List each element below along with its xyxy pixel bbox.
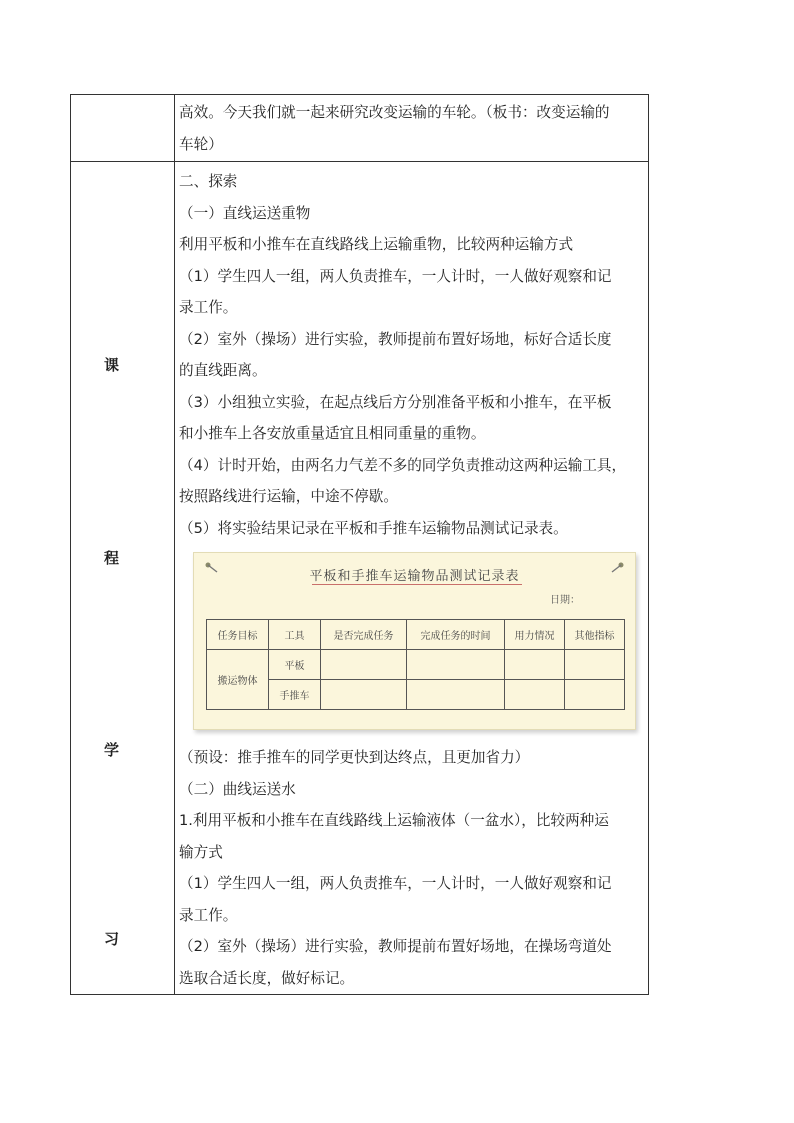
text-line: （预设：推手推车的同学更快到达终点，且更加省力）: [179, 749, 530, 766]
text-line: （2）室外（操场）进行实验，教师提前布置好场地，在操场弯道处: [179, 938, 612, 955]
text-line: （5）将实验结果记录在平板和手推车运输物品测试记录表。: [179, 519, 568, 537]
text-line: 按照路线进行运输，中途不停歇。: [179, 488, 398, 505]
text-line: 利用平板和小推车在直线路线上运输重物，比较两种运输方式: [179, 236, 574, 253]
text-line: 1.利用平板和小推车在直线路线上运输液体（一盆水），比较两种运: [179, 812, 609, 829]
section-label-char: 学: [104, 741, 120, 759]
text-line: （4）计时开始，由两名力气差不多的同学负责推动这两种运输工具，: [179, 456, 627, 474]
empty-cell: [565, 650, 625, 680]
text-line: 的直线距离。: [179, 362, 267, 379]
subsection-heading: （一）直线运送重物: [179, 204, 311, 222]
text-line: （2）室外（操场）进行实验，教师提前布置好场地，标好合适长度: [179, 330, 612, 348]
tool-cell: 手推车: [269, 680, 321, 710]
lesson-plan-table: [70, 94, 649, 995]
section-label-cell: [71, 162, 175, 995]
empty-cell: [505, 650, 565, 680]
column-header: 完成任务的时间: [407, 620, 505, 650]
table-header-row: [207, 620, 625, 650]
text-line: 高效。今天我们就一起来研究改变运输的车轮。（板书：改变运输的: [179, 104, 610, 121]
column-header: 工具: [269, 620, 321, 650]
column-header: 任务目标: [207, 620, 269, 650]
text-line: 和小推车上各安放重量适宜且相同重量的重物。: [179, 425, 486, 442]
tool-cell: 平板: [269, 650, 321, 680]
text-line: 录工作。: [179, 299, 238, 316]
text-line: （1）学生四人一组，两人负责推车，一人计时，一人做好观察和记: [179, 875, 612, 892]
record-sheet-table: [206, 619, 625, 710]
text-line: 选取合适长度，做好标记。: [179, 969, 355, 987]
empty-cell: [321, 680, 407, 710]
text-line: 输方式: [179, 843, 223, 861]
text-line: 车轮）: [179, 135, 223, 153]
text-line: （1）学生四人一组，两人负责推车，一人计时，一人做好观察和记: [179, 267, 612, 285]
section-label-char: 习: [104, 930, 120, 948]
date-label: 日期：: [550, 595, 580, 606]
task-cell: 搬运物体: [207, 650, 269, 710]
table-row: [71, 162, 649, 995]
empty-cell: [321, 650, 407, 680]
record-sheet-title: 平板和手推车运输物品测试记录表: [309, 569, 520, 584]
empty-cell: [407, 680, 505, 710]
empty-cell: [565, 680, 625, 710]
subsection-heading: （二）曲线运送水: [179, 780, 296, 798]
content-cell: [175, 95, 649, 162]
text-line: （3）小组独立实验，在起点线后方分别准备平板和小推车，在平板: [179, 393, 612, 411]
empty-cell: [407, 650, 505, 680]
content-cell: [175, 162, 649, 995]
column-header: 其他指标: [565, 620, 625, 650]
left-cell-empty: [71, 95, 175, 162]
text-line: 录工作。: [179, 906, 238, 924]
table-row: [71, 95, 649, 162]
section-label-char: 课: [104, 356, 120, 374]
title-underline: [312, 584, 522, 585]
empty-cell: [505, 680, 565, 710]
column-header: 用力情况: [505, 620, 565, 650]
section-heading: 二、探索: [179, 173, 238, 190]
column-header: 是否完成任务: [321, 620, 407, 650]
record-sheet-figure: [193, 552, 636, 730]
table-row: [207, 680, 625, 710]
section-label-char: 程: [104, 549, 120, 567]
table-row: [207, 650, 625, 680]
